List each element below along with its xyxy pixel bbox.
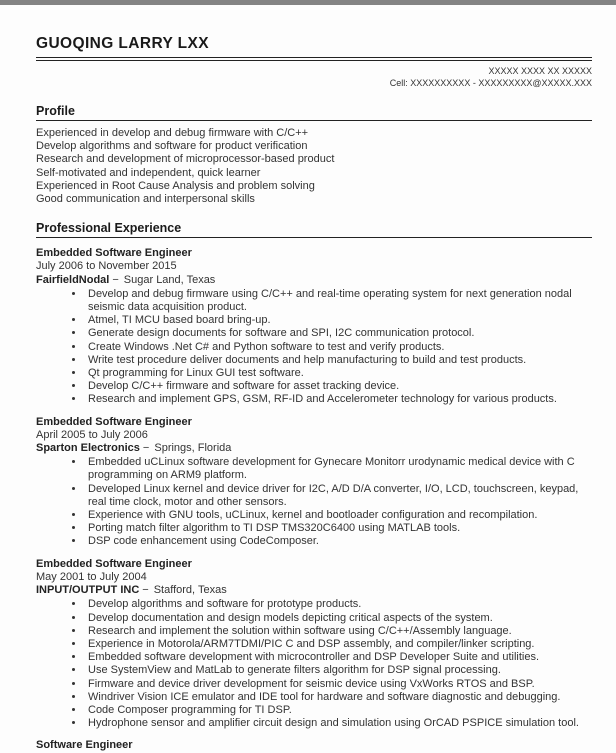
job-company-line: [36, 274, 592, 287]
company-separator: −: [112, 273, 119, 286]
job-title: Embedded Software Engineer: [36, 247, 192, 260]
job-bullet: • Research and implement GPS, GSM, RF-ID and Accelerometer technology for various products.: [85, 393, 592, 406]
company-location: Stafford, Texas: [153, 584, 227, 597]
job-bullet: • Firmware and device driver development for seismic device using VxWorks RTOS and BSP.: [85, 678, 592, 691]
job-bullet: • Generate design documents for software and SPI, I2C communication protocol.: [85, 327, 592, 340]
section-heading-experience: Professional Experience: [36, 221, 592, 238]
job-bullet: • Experience with GNU tools, uCLinux, kernel and bootloader configuration and recompilation.: [85, 509, 592, 522]
job-bullet: • Develop algorithms and software for prototype products.: [85, 598, 592, 611]
contact-line-2: Cell: XXXXXXXXXX - XXXXXXXXX@XXXXX.XXX: [389, 78, 592, 88]
company-name: Sparton Electronics: [36, 442, 140, 455]
company-separator: −: [142, 584, 149, 597]
job-bullet: • Embedded software development with microcontroller and DSP Developer Suite and utilities.: [85, 651, 592, 664]
job-dates: July 2006 to November 2015: [36, 260, 177, 273]
profile-item: Good communication and interpersonal skills: [36, 193, 255, 206]
job-title: Embedded Software Engineer: [36, 557, 192, 570]
job-entry: [36, 558, 592, 731]
job-entry: [36, 416, 592, 549]
company-separator: −: [142, 442, 150, 455]
job-entry: [36, 247, 592, 406]
job-bullet: • Hydrophone sensor and amplifier circuit design and simulation using OrCAD PSPICE simulation tool.: [85, 717, 592, 730]
job-bullet: • DSP code enhancement using CodeComposer.: [85, 535, 592, 548]
section-heading-profile: Profile: [36, 104, 592, 121]
resume-name: GUOQING LARRY LXX: [36, 35, 210, 52]
job-bullet: • Developed Linux kernel and device driver for I2C, A/D D/A converter, I/O, LCD, touchscreen, keypad, real time clock, motor and other sensors.: [85, 483, 592, 509]
job-bullet: • Develop and debug firmware using C/C++ and real-time operating system for next generation nodal seismic data acquisition product.: [85, 288, 592, 314]
job-company-line: [36, 584, 592, 597]
company-name: INPUT/OUTPUT INC: [36, 584, 140, 597]
job-dates: May 2001 to July 2004: [36, 570, 147, 583]
job-title: Embedded Software Engineer: [36, 415, 192, 428]
job-bullet: • Porting match filter algorithm to TI DSP TMS320C6400 using MATLAB tools.: [85, 522, 592, 535]
company-location: Springs, Florida: [154, 442, 232, 455]
company-name: FairfieldNodal: [36, 273, 110, 286]
job-bullet: • Code Composer programming for TI DSP.: [85, 704, 592, 717]
profile-item: Experienced in Root Cause Analysis and problem solving: [36, 179, 315, 192]
job-title: Software Engineer: [36, 739, 133, 752]
job-bullet-list: [36, 456, 592, 548]
job-bullet: • Windriver Vision ICE emulator and IDE tool for hardware and software diagnostic and debugging.: [85, 691, 592, 704]
profile-item: Research and development of microprocessor-based product: [36, 153, 335, 166]
job-bullet: • Qt programming for Linux GUI test software.: [85, 367, 592, 380]
job-bullet: • Develop documentation and design models depicting critical aspects of the system.: [85, 612, 592, 625]
profile-item: Develop algorithms and software for product verification: [36, 140, 308, 153]
name-divider-rule: [36, 57, 592, 61]
contact-line-1: XXXXX XXXX XX XXXXX: [488, 66, 592, 76]
job-bullet: • Use SystemView and MatLab to generate filters algorithm for DSP signal processing.: [85, 664, 592, 677]
contact-block: [36, 65, 592, 89]
job-bullet: • Write test procedure deliver documents and help manufacturing to build and test products.: [85, 354, 592, 367]
job-bullet-list: [36, 598, 592, 730]
job-bullet: • Create Windows .Net C# and Python software to test and verify products.: [85, 341, 592, 354]
job-company-line: [36, 442, 592, 455]
resume-document: [0, 5, 616, 753]
profile-item: Experienced in develop and debug firmware with C/C++: [36, 127, 309, 139]
job-bullet: • Atmel, TI MCU based board bring-up.: [85, 314, 592, 327]
job-entry: [36, 739, 592, 752]
profile-item: Self-motivated and independent, quick learner: [36, 166, 261, 179]
job-bullet: • Develop C/C++ firmware and software for asset tracking device.: [85, 380, 592, 393]
profile-list: [36, 125, 592, 206]
job-bullet-list: [36, 288, 592, 407]
job-bullet: • Embedded uCLinux software development for Gynecare Monitorr urodynamic medical device with C programming on ARM9 platform.: [85, 456, 592, 482]
job-bullet: • Research and implement the solution within software using C/C++/Assembly language.: [85, 625, 592, 638]
company-location: Sugar Land, Texas: [123, 273, 216, 286]
job-dates: April 2005 to July 2006: [36, 428, 148, 441]
job-bullet: • Experience in Motorola/ARM7TDMI/PIC C and DSP assembly, and compiler/linker scripting.: [85, 638, 592, 651]
